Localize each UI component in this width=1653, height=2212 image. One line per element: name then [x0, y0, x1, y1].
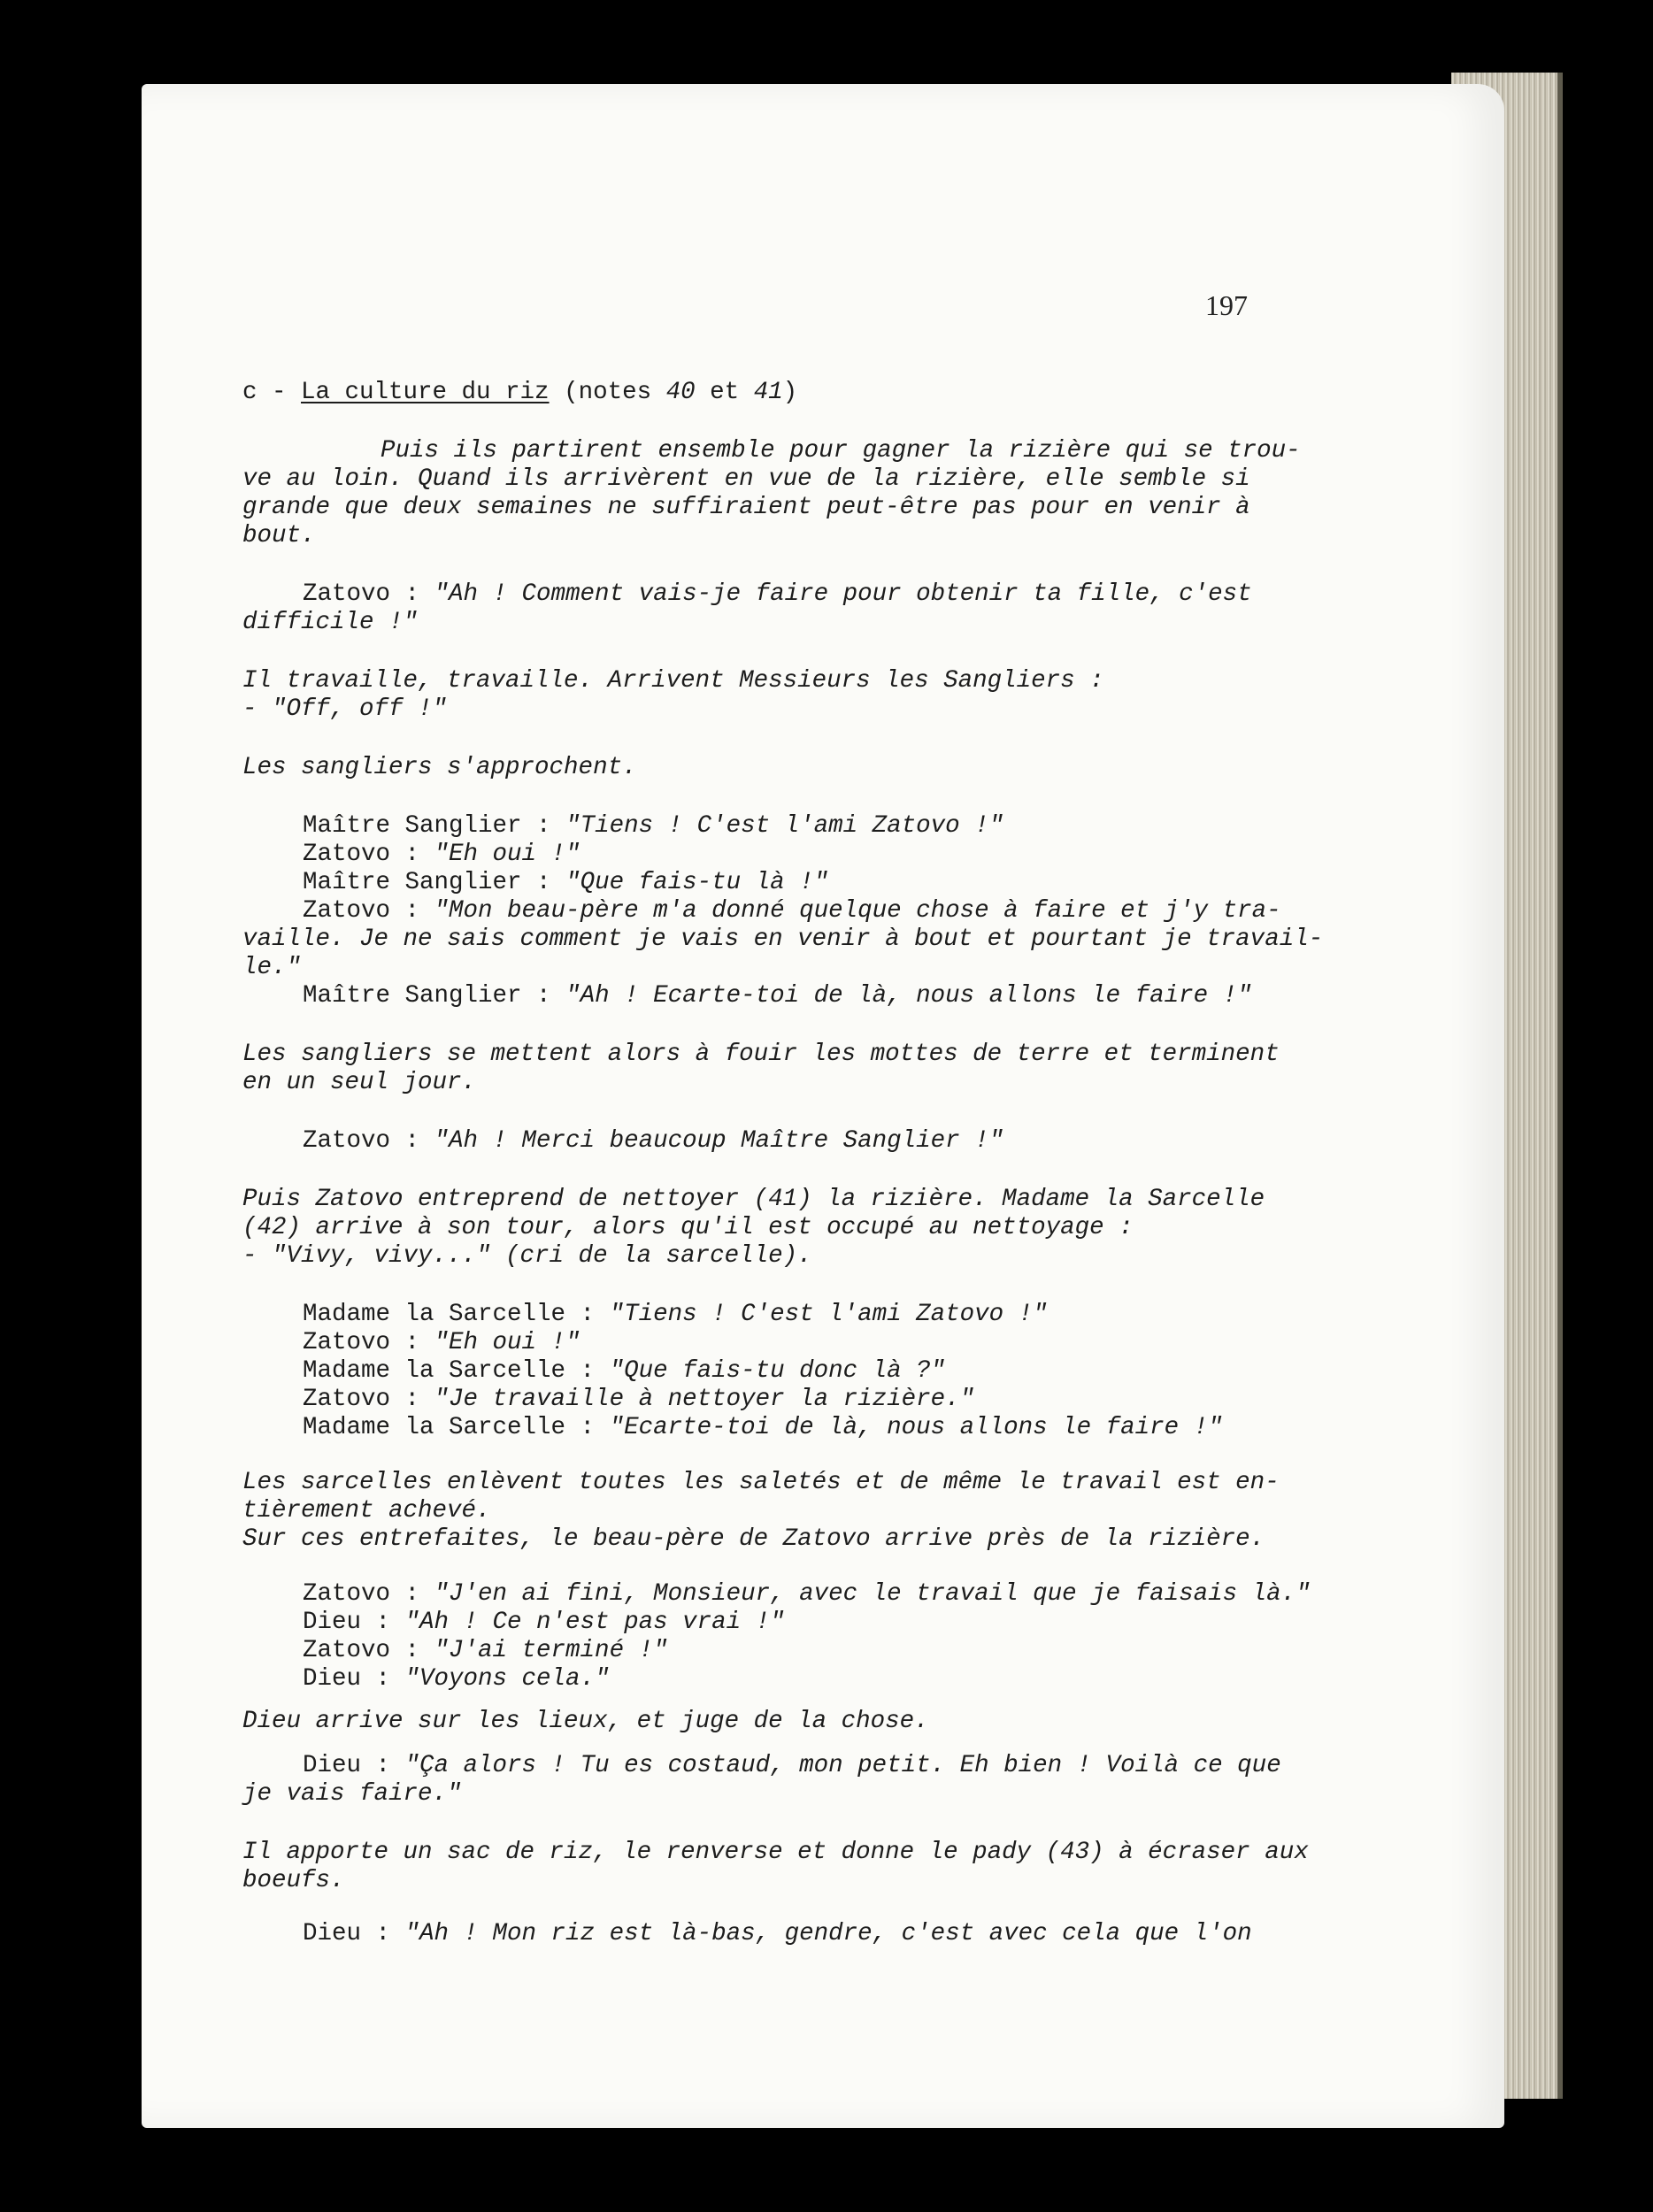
- speech: "Ah ! Ecarte-toi de là, nous allons le faire !": [565, 982, 1252, 1010]
- paragraph-line: Les sangliers se mettent alors à fouir les mottes de terre et terminent: [242, 1041, 1280, 1068]
- dialog-line: [303, 1329, 580, 1357]
- speaker: Madame la Sarcelle :: [303, 1414, 610, 1441]
- paragraph-line: Les sangliers s'approchent.: [242, 754, 637, 781]
- speaker: Zatovo :: [303, 580, 434, 608]
- speech: "Ça alors ! Tu es costaud, mon petit. Eh bien ! Voilà ce que: [404, 1752, 1281, 1779]
- speech: "Mon beau-père m'a donné quelque chose à faire et j'y tra-: [434, 897, 1281, 925]
- dialog-line: [303, 1665, 610, 1694]
- speech: "Voyons cela.": [404, 1665, 610, 1693]
- speech: "Tiens ! C'est l'ami Zatovo !": [609, 1301, 1048, 1328]
- paragraph-line: grande que deux semaines ne suffiraient peut-être pas pour en venir à: [242, 494, 1250, 521]
- paragraph-line: boeufs.: [242, 1867, 345, 1894]
- dialog-line: [303, 982, 1252, 1010]
- speech: "Ah ! Merci beaucoup Maître Sanglier !": [434, 1127, 1004, 1155]
- paragraph-line: Puis ils partirent ensemble pour gagner la rizière qui se trou-: [381, 437, 1301, 465]
- speaker: Dieu :: [303, 1920, 405, 1947]
- paragraph-line: - "Vivy, vivy..." (cri de la sarcelle).: [242, 1242, 812, 1270]
- dialog-line: [303, 1752, 1281, 1780]
- paragraph-line: Il apporte un sac de riz, le renverse et donne le pady (43) à écraser aux: [242, 1839, 1309, 1866]
- dialog-line: [303, 1357, 945, 1386]
- heading-title: La culture du riz: [301, 379, 550, 406]
- paragraph-line: en un seul jour.: [242, 1069, 477, 1096]
- speaker: Zatovo :: [303, 841, 434, 868]
- heading-note-40: 40: [665, 379, 696, 406]
- heading-note-41: 41: [753, 379, 783, 406]
- dialog-line: [303, 1414, 1223, 1442]
- speaker: Dieu :: [303, 1665, 405, 1693]
- paragraph-line: Il travaille, travaille. Arrivent Messieurs les Sangliers :: [242, 667, 1104, 695]
- page-number: 197: [1205, 289, 1248, 321]
- dialog-line: [303, 1301, 1048, 1329]
- speaker: Madame la Sarcelle :: [303, 1301, 610, 1328]
- dialog-continuation: je vais faire.": [242, 1780, 462, 1808]
- speaker: Maître Sanglier :: [303, 869, 566, 896]
- speaker: Zatovo :: [303, 1386, 434, 1413]
- speaker: Zatovo :: [303, 1329, 434, 1356]
- dialog-continuation: difficile !": [242, 609, 419, 636]
- speech: "Ah ! Mon riz est là-bas, gendre, c'est avec cela que l'on: [404, 1920, 1252, 1947]
- speech: "Eh oui !": [434, 1329, 580, 1356]
- speech: "Ecarte-toi de là, nous allons le faire !": [609, 1414, 1223, 1441]
- paragraph-line: Sur ces entrefaites, le beau-père de Zatovo arrive près de la rizière.: [242, 1525, 1265, 1553]
- speech: "Ah ! Ce n'est pas vrai !": [404, 1609, 785, 1636]
- speech: "J'en ai fini, Monsieur, avec le travail que je faisais là.": [434, 1580, 1311, 1608]
- heading-notes-close: ): [782, 379, 798, 406]
- speaker: Zatovo :: [303, 897, 434, 925]
- heading-notes-open: (notes: [549, 379, 666, 406]
- dialog-line: [303, 1127, 1003, 1156]
- speaker: Madame la Sarcelle :: [303, 1357, 610, 1385]
- speech: "Tiens ! C'est l'ami Zatovo !": [565, 812, 1004, 840]
- paragraph-line: bout.: [242, 522, 316, 549]
- paragraph-line: Puis Zatovo entreprend de nettoyer (41) la rizière. Madame la Sarcelle: [242, 1186, 1265, 1213]
- speech: "Je travaille à nettoyer la rizière.": [434, 1386, 975, 1413]
- dialog-line: [303, 897, 1281, 926]
- speaker: Zatovo :: [303, 1580, 434, 1608]
- paragraph-line: Dieu arrive sur les lieux, et juge de la chose.: [242, 1708, 929, 1735]
- section-heading: [242, 379, 797, 407]
- dialog-line: [303, 1580, 1311, 1609]
- speaker: Zatovo :: [303, 1127, 434, 1155]
- heading-and: et: [695, 379, 754, 406]
- speech: "J'ai terminé !": [434, 1637, 668, 1664]
- dialog-continuation: le.": [242, 954, 302, 981]
- paragraph-line: - "Off, off !": [242, 695, 448, 723]
- paragraph-line: ve au loin. Quand ils arrivèrent en vue de la rizière, elle semble si: [242, 465, 1250, 493]
- speech: "Que fais-tu donc là ?": [609, 1357, 946, 1385]
- speech: "Que fais-tu là !": [565, 869, 829, 896]
- speech: "Ah ! Comment vais-je faire pour obtenir ta fille, c'est: [434, 580, 1252, 608]
- paragraph-line: (42) arrive à son tour, alors qu'il est occupé au nettoyage :: [242, 1214, 1134, 1241]
- dialog-line: [303, 869, 828, 897]
- speaker: Maître Sanglier :: [303, 982, 566, 1010]
- dialog-line: [303, 1386, 974, 1414]
- speech: "Eh oui !": [434, 841, 580, 868]
- dialog-line: [303, 1637, 668, 1665]
- speaker: Maître Sanglier :: [303, 812, 566, 840]
- speaker: Dieu :: [303, 1609, 405, 1636]
- dialog-line: [303, 1609, 785, 1637]
- heading-prefix: c -: [242, 379, 302, 406]
- speaker: Zatovo :: [303, 1637, 434, 1664]
- paragraph-line: Les sarcelles enlèvent toutes les saletés et de même le travail est en-: [242, 1469, 1280, 1496]
- speaker: Dieu :: [303, 1752, 405, 1779]
- paragraph-line: tièrement achevé.: [242, 1497, 491, 1525]
- dialog-line: [303, 841, 580, 869]
- dialog-line: [303, 580, 1252, 609]
- dialog-continuation: vaille. Je ne sais comment je vais en venir à bout et pourtant je travail-: [242, 926, 1324, 953]
- dialog-line: [303, 812, 1003, 841]
- dialog-line: [303, 1920, 1252, 1948]
